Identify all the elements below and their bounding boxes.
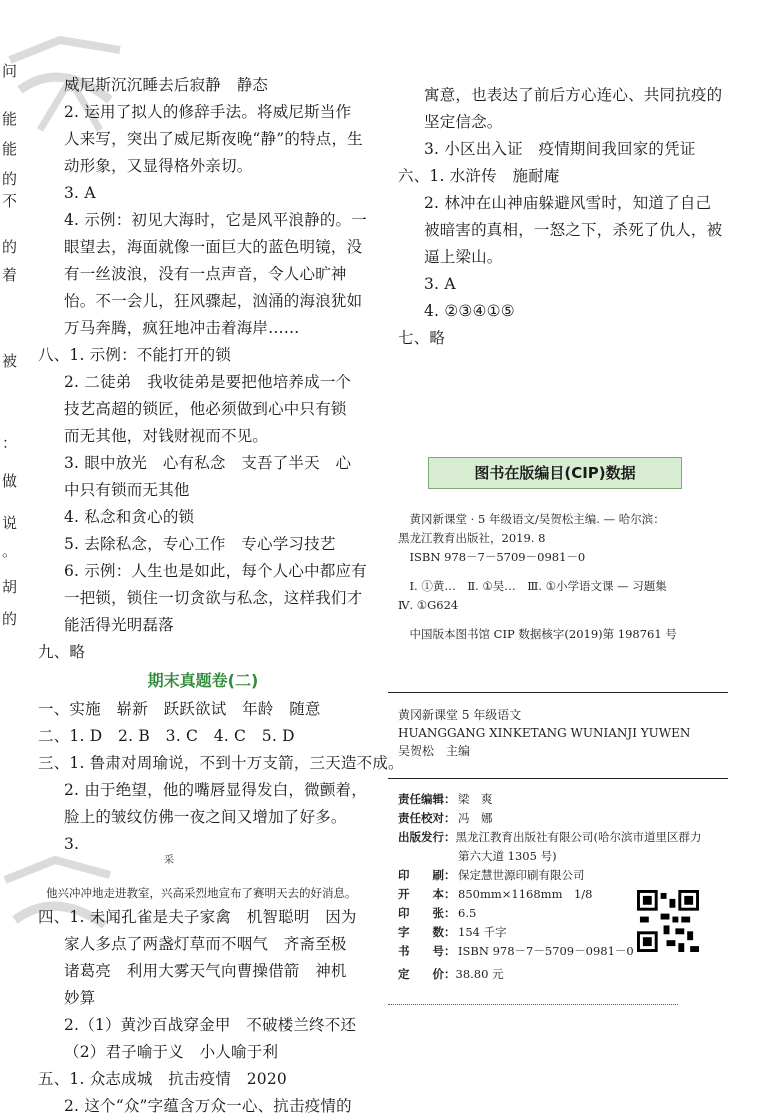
pub-info-label: 印 张：	[398, 906, 456, 920]
answer-line: 逼上梁山。	[424, 248, 503, 266]
margin-char: 的	[2, 170, 18, 188]
answer-line: 坚定信念。	[424, 113, 503, 131]
left-column	[38, 72, 404, 1120]
answer-line: 6. 示例：人生也是如此，每个人心中都应有	[64, 562, 367, 580]
margin-char: 问	[2, 62, 18, 80]
pub-info-row	[398, 923, 638, 942]
price-label: 定 价：	[398, 967, 456, 981]
pub-info-value: 黑龙江教育出版社有限公司(哈尔滨市道里区群力	[455, 830, 702, 844]
pub-info-value: 梁 爽	[458, 792, 493, 806]
answer-line: 5. 去除私念，专心工作 专心学习技艺	[64, 535, 336, 553]
pub-info-label: 责任编辑：	[398, 792, 456, 806]
correction-mark: 采	[164, 855, 174, 866]
pub-info-row	[398, 904, 638, 923]
margin-char: 的	[2, 610, 18, 628]
pub-info-value: 850mm×1168mm 1/8	[458, 887, 593, 901]
margin-char: ：	[2, 434, 18, 452]
margin-char: 。	[2, 542, 18, 560]
corrected-sentence	[38, 855, 368, 904]
answer-line: 3.	[64, 835, 80, 853]
margin-char: 能	[2, 140, 18, 158]
divider-line	[388, 692, 728, 693]
answer-line: 人来写，突出了威尼斯夜晚“静”的特点，生	[64, 130, 363, 148]
margin-char: 能	[2, 110, 18, 128]
cip-line	[398, 615, 728, 625]
publication-info	[398, 790, 702, 961]
answer-line: 怡。不一会儿，狂风骤起，汹涌的海浪犹如	[64, 292, 363, 310]
answer-line: 技艺高超的锁匠，他必须做到心中只有锁	[64, 400, 347, 418]
answer-line: 有一丝波浪，没有一点声音，令人心旷神	[64, 265, 347, 283]
answer-line: 被暗害的真相，一怒之下，杀死了仇人，被	[424, 221, 723, 239]
pub-info-value: 第六大道 1305 号)	[458, 849, 557, 863]
pub-info-label	[398, 847, 458, 866]
answer-line: 4. 私念和贪心的锁	[64, 508, 195, 526]
margin-char: 被	[2, 352, 18, 370]
pub-info-label: 开 本：	[398, 887, 456, 901]
margin-char: 胡	[2, 578, 18, 596]
answer-line: 脸上的皱纹仿佛一夜之间又增加了好多。	[64, 808, 347, 826]
answer-line: 三、1. 鲁肃对周瑜说，不到十万支箭，三天造不成。	[38, 754, 404, 772]
answer-line: 万马奔腾，疯狂地冲击着海岸……	[64, 319, 300, 337]
answer-line: 四、1. 未闻孔雀是夫子家禽 机智聪明 因为	[38, 908, 357, 926]
margin-char: 的	[2, 238, 18, 256]
answer-line: 3. 眼中放光 心有私念 支吾了半天 心	[64, 454, 352, 472]
cip-line: 黄冈新课堂 · 5 年级语文/吴贺松主编. — 哈尔滨：	[398, 512, 665, 526]
margin-char: 说	[2, 514, 18, 532]
answer-line: 一、实施 崭新 跃跃欲试 年龄 随意	[38, 700, 321, 718]
cip-line: Ⅰ. ①黄… Ⅱ. ①吴… Ⅲ. ①小学语文课 — 习题集	[398, 579, 667, 593]
pub-info-row	[398, 809, 638, 828]
margin-char: 做	[2, 472, 18, 490]
pub-info-value: 冯 娜	[458, 811, 493, 825]
pub-info-label: 出版发行：	[398, 830, 456, 844]
pub-info-label: 书 号：	[398, 944, 456, 958]
answer-line: 而无其他，对钱财视而不见。	[64, 427, 269, 445]
cip-line: ISBN 978－7－5709－0981－0	[398, 550, 586, 564]
answer-line: 中只有锁而无其他	[64, 481, 190, 499]
answer-line: 二、1. D 2. B 3. C 4. C 5. D	[38, 727, 295, 745]
answer-line: 家人多点了两盏灯草而不咽气 齐斋至极	[64, 935, 347, 953]
answer-line: 诸葛亮 利用大雾天气向曹操借箭 神机	[64, 962, 347, 980]
answer-line: 2. 由于绝望，他的嘴唇显得发白，微颤着，	[64, 781, 367, 799]
answer-line: 3. A	[424, 275, 456, 293]
cip-line	[398, 567, 728, 577]
answer-line: 五、1. 众志成城 抗击疫情 2020	[38, 1070, 287, 1088]
answer-line: 八、1. 示例：不能打开的锁	[38, 346, 232, 364]
book-editor: 吴贺松 主编	[398, 744, 471, 758]
answer-line: 一把锁，锁住一切贪欲与私念，这样我们才	[64, 589, 363, 607]
pub-info-value: 154 千字	[458, 925, 507, 939]
book-title-block	[398, 706, 690, 760]
answer-line: 4. ②③④①⑤	[424, 302, 515, 320]
answer-line: 能活得光明磊落	[64, 616, 174, 634]
answer-line: 寓意，也表达了前后方心连心、共同抗疫的	[424, 86, 723, 104]
margin-char: 不	[2, 192, 18, 210]
answer-line: （2）君子喻于义 小人喻于利	[64, 1043, 279, 1061]
pub-info-value: 保定慧世源印刷有限公司	[458, 868, 585, 882]
price-value: 38.80 元	[455, 967, 504, 981]
pub-info-value: ISBN 978－7－5709－0981－0	[458, 944, 634, 958]
answer-line: 妙算	[64, 989, 96, 1007]
price-line	[398, 966, 504, 982]
right-column	[398, 82, 728, 352]
pub-info-row	[398, 942, 638, 961]
book-title-pinyin: HUANGGANG XINKETANG WUNIANJI YUWEN	[398, 726, 691, 740]
book-title-cn: 黄冈新课堂 5 年级语文	[398, 708, 522, 722]
answer-line: 威尼斯沉沉睡去后寂静 静态	[64, 76, 269, 94]
answer-line: 2.（1）黄沙百战穿金甲 不破楼兰终不还	[64, 1016, 357, 1034]
answer-line: 2. 林冲在山神庙躲避风雪时，知道了自己	[424, 194, 712, 212]
section-title: 期末真题卷(二)	[147, 671, 259, 690]
pub-info-row	[398, 828, 702, 847]
cip-line: 中国版本图书馆 CIP 数据核字(2019)第 198761 号	[398, 627, 677, 641]
answer-line: 4. 示例：初见大海时，它是风平浪静的。一	[64, 211, 367, 229]
pub-info-row	[398, 790, 638, 809]
divider-line	[388, 778, 728, 779]
pub-info-label: 责任校对：	[398, 811, 456, 825]
cip-title-box: 图书在版编目(CIP)数据	[428, 457, 682, 489]
cip-data-text	[398, 510, 728, 644]
pub-info-row	[398, 847, 638, 866]
answer-line: 2. 运用了拟人的修辞手法。将威尼斯当作	[64, 103, 352, 121]
pub-info-row	[398, 866, 638, 885]
answer-line: 2. 二徒弟 我收徒弟是要把他培养成一个	[64, 373, 352, 391]
answer-line: 2. 这个“众”字蕴含万众一心、抗击疫情的	[64, 1097, 352, 1115]
cip-line: 黑龙江教育出版社，2019. 8	[398, 531, 546, 545]
pub-info-label: 字 数：	[398, 925, 456, 939]
answer-line: 3. A	[64, 184, 96, 202]
correction-text: 他兴冲冲地走进教室，兴高采烈地宣布了赛明天去的好消息。	[46, 886, 357, 900]
answer-line: 动形象，又显得格外亲切。	[64, 157, 253, 175]
answer-line: 六、1. 水浒传 施耐庵	[398, 167, 560, 185]
answer-line: 七、略	[398, 329, 446, 347]
answer-line: 眼望去，海面就像一面巨大的蓝色明镜，没	[64, 238, 363, 256]
pub-info-label: 印 刷：	[398, 868, 456, 882]
dotted-divider	[388, 1004, 678, 1005]
pub-info-row	[398, 885, 638, 904]
answer-line: 九、略	[38, 643, 86, 661]
answer-line: 3. 小区出入证 疫情期间我回家的凭证	[424, 140, 696, 158]
pub-info-value: 6.5	[458, 906, 477, 920]
qr-code-icon	[637, 890, 699, 952]
cip-line: Ⅳ. ①G624	[398, 598, 459, 612]
margin-char: 着	[2, 266, 18, 284]
